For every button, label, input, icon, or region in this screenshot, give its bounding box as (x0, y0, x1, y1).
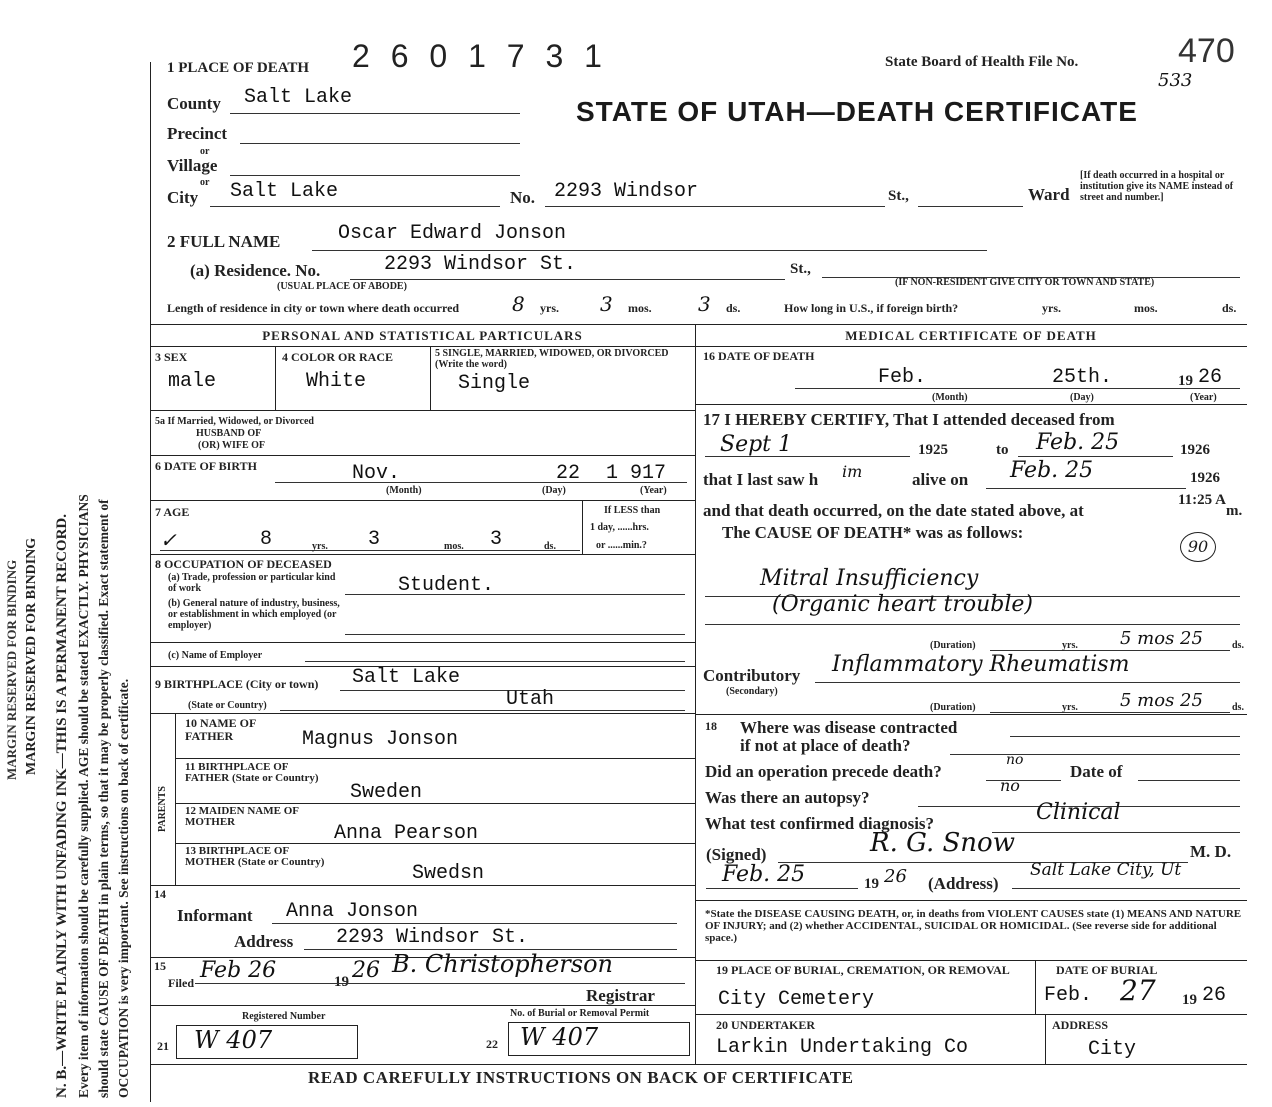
physician-signature: R. G. Snow (870, 828, 1015, 858)
margin-rule (150, 62, 151, 1102)
death-time: 11:25 A (1178, 492, 1226, 508)
mos-label: mos. (1134, 301, 1158, 315)
registered-number-index: 21 (157, 1039, 169, 1053)
certify-text: 17 I HEREBY CERTIFY, That I attended deceased from (703, 410, 1115, 429)
cause-of-death-label: The CAUSE OF DEATH* was as follows: (722, 523, 1024, 542)
occupation-label: 8 OCCUPATION OF DECEASED (155, 557, 332, 571)
ward-note: [If death occurred in a hospital or institution give its NAME instead of street and number.] (1080, 170, 1234, 203)
age-days: 3 (490, 528, 503, 551)
filed-year-prefix: 19 (334, 974, 349, 990)
place-of-death-label: 1 PLACE OF DEATH (167, 60, 310, 76)
burial-year-prefix: 19 (1182, 992, 1197, 1008)
signed-year: 26 (884, 866, 907, 887)
registrar-label: Registrar (586, 986, 655, 1005)
yrs-label: yrs. (1042, 301, 1061, 315)
last-saw-date: Feb. 25 (1010, 458, 1094, 483)
personal-section-title: PERSONAL AND STATISTICAL PARTICULARS (262, 328, 583, 343)
dob-year: 1 917 (606, 462, 667, 485)
binding-margin-text-2: MARGIN RESERVED FOR BINDING (24, 537, 39, 775)
death-year: 26 (1198, 366, 1223, 389)
burial-permit-label: No. of Burial or Removal Permit (510, 1008, 650, 1019)
burial-permit-value: W 407 (520, 1023, 599, 1051)
informant-label: Informant (177, 906, 253, 925)
year-caption: (Year) (640, 485, 667, 496)
father-birthplace-label: 11 BIRTHPLACE OF FATHER (State or Country) (185, 761, 319, 784)
occupation-value: Student. (398, 574, 495, 597)
cause-code-circle: 90 (1180, 532, 1216, 562)
death-month: Feb. (878, 366, 927, 389)
physician-address-value: Salt Lake City, Ut (1030, 860, 1182, 880)
address-caption: (Address) (928, 874, 999, 893)
attend-from-date: Sept 1 (720, 432, 793, 457)
length-residence-label: Length of residence in city or town where death occurred (167, 301, 460, 315)
date-of-death-label: 16 DATE OF DEATH (703, 349, 815, 363)
test-confirmed-value: Clinical (1036, 800, 1121, 825)
mother-birthplace-value: Swedsn (412, 862, 485, 885)
to-label: to (996, 442, 1009, 458)
alive-on-label: alive on (912, 470, 969, 489)
sex-label: 3 SEX (155, 350, 188, 364)
registered-number-value: W 407 (194, 1026, 273, 1054)
contributory-value: Inflammatory Rheumatism (832, 652, 1130, 677)
m-label: m. (1226, 503, 1243, 519)
attend-to-date: Feb. 25 (1036, 430, 1120, 455)
margin-note-line-1: N. B.—WRITE PLAINLY WITH UNFADING INK—THIS IS A PERMANENT RECORD. (54, 514, 70, 1098)
or-label: or (200, 146, 210, 157)
file-number-label: State Board of Health File No. (885, 54, 1079, 70)
filed-date: Feb 26 (200, 958, 277, 983)
ds-label: ds. (1232, 702, 1244, 713)
signed-date: Feb. 25 (722, 862, 806, 887)
operation-value: no (1006, 752, 1024, 768)
year-caption: (Year) (1190, 392, 1217, 403)
city-label: City (167, 188, 199, 207)
date-of-label: Date of (1070, 762, 1123, 781)
burial-date-label: DATE OF BURIAL (1056, 963, 1158, 977)
length-months: 3 (600, 292, 613, 316)
filed-label: Filed (168, 976, 194, 990)
yrs-label: yrs. (540, 301, 559, 315)
sex-value: male (168, 370, 217, 393)
precinct-label: Precinct (167, 124, 228, 143)
st-label: St., (888, 188, 909, 204)
street-number-label: No. (510, 188, 536, 207)
footer-instructions: READ CAREFULLY INSTRUCTIONS ON BACK OF CERTIFICATE (308, 1068, 854, 1087)
age-months: 3 (368, 528, 381, 551)
city-value: Salt Lake (230, 180, 339, 203)
residence-value: 2293 Windsor St. (384, 253, 577, 276)
md-label: M. D. (1190, 842, 1232, 861)
father-birthplace-value: Sweden (350, 781, 423, 804)
birthplace-label: 9 BIRTHPLACE (City or town) (155, 677, 319, 691)
registered-number-label: Registered Number (242, 1011, 326, 1022)
occupation-a-label: (a) Trade, profession or particular kind of work (168, 572, 336, 594)
contributory-label: Contributory (703, 666, 801, 685)
street-number-value: 2293 Windsor (554, 180, 699, 203)
ds-label: ds. (1232, 640, 1244, 651)
ds-label: ds. (544, 541, 556, 552)
center-divider (695, 324, 696, 1064)
occupation-c-label: (c) Name of Employer (168, 650, 263, 661)
medical-section-title: MEDICAL CERTIFICATE OF DEATH (845, 328, 1097, 343)
test-confirmed-label: What test confirmed diagnosis? (705, 814, 935, 833)
burial-place-value: City Cemetery (718, 988, 875, 1011)
yrs-label: yrs. (1062, 640, 1078, 651)
mother-birthplace-label: 13 BIRTHPLACE OF MOTHER (State or Country) (185, 845, 325, 868)
cause-line-1: Mitral Insufficiency (760, 566, 979, 591)
day-hrs-label: 1 day, ......hrs. (590, 522, 649, 533)
mos-label: mos. (444, 541, 464, 552)
filed-year: 26 (352, 958, 380, 983)
dob-day: 22 (556, 462, 581, 485)
binding-margin-text-1: MARGIN RESERVED FOR BINDING (4, 559, 19, 780)
occupation-b-label: (b) General nature of industry, business, or establishment in which employed (or employer) (168, 598, 340, 631)
mother-name-value: Anna Pearson (334, 822, 479, 845)
usual-place-note: (USUAL PLACE OF ABODE) (277, 281, 407, 292)
informant-value: Anna Jonson (286, 900, 419, 923)
death-year-prefix: 19 (1178, 373, 1193, 389)
file-number: 470 (1178, 32, 1235, 70)
yrs-label: yrs. (312, 541, 328, 552)
burial-month: Feb. (1044, 984, 1093, 1007)
day-caption: (Day) (542, 485, 566, 496)
margin-note-line-2: Every item of information should be carefully supplied. AGE should be stated EXACTLY. PHYSICIANS (76, 494, 91, 1098)
month-caption: (Month) (386, 485, 422, 496)
duration-label: (Duration) (930, 702, 976, 713)
or-min-label: or ......min.? (596, 540, 647, 551)
burial-permit-index: 22 (486, 1037, 498, 1051)
cause-duration: 5 mos 25 (1120, 628, 1203, 649)
parents-label: PARENTS (157, 786, 168, 832)
last-saw-pronoun: im (842, 462, 863, 481)
spouse-label-1: 5a If Married, Widowed, or Divorced (155, 416, 314, 427)
secondary-label: (Secondary) (726, 686, 778, 697)
length-days: 3 (698, 292, 711, 316)
undertaker-address-value: City (1088, 1038, 1137, 1061)
death-occurred-text: and that death occurred, on the date stated above, at (703, 501, 1084, 520)
age-years: 8 (260, 528, 273, 551)
informant-address-value: 2293 Windsor St. (336, 926, 529, 949)
stamp-number: 2 6 0 1 7 3 1 (352, 38, 608, 74)
marital-status-value: Single (458, 372, 531, 395)
full-name-value: Oscar Edward Jonson (338, 222, 567, 245)
undertaker-value: Larkin Undertaking Co (716, 1036, 969, 1059)
undertaker-address-label: ADDRESS (1052, 1018, 1109, 1032)
ward-label: Ward (1028, 185, 1070, 204)
main-rule (150, 324, 1247, 325)
age-check: ✓ (160, 528, 177, 552)
signed-label: (Signed) (706, 845, 767, 864)
operation-label: Did an operation precede death? (705, 762, 942, 781)
spouse-label-2: HUSBAND OF (196, 428, 262, 439)
page-title: STATE OF UTAH—DEATH CERTIFICATE (576, 96, 1138, 127)
or-label: or (200, 177, 210, 188)
father-name-label: 10 NAME OF FATHER (185, 716, 256, 743)
burial-place-label: 19 PLACE OF BURIAL, CREMATION, OR REMOVAL (716, 963, 1010, 977)
marital-status-label: 5 SINGLE, MARRIED, WIDOWED, OR DIVORCED (Write the word) (435, 348, 669, 370)
duration-label: (Duration) (930, 640, 976, 651)
race-label: 4 COLOR OR RACE (282, 350, 394, 364)
cause-footnote: *State the DISEASE CAUSING DEATH, or, in deaths from VIOLENT CAUSES state (1) MEANS AND NATURE OF INJURY; and (2) whether ACCIDENTAL, SUICIDAL OR HOMICIDAL. (See reverse side for additional space.) (705, 908, 1242, 944)
autopsy-label: Was there an autopsy? (705, 788, 870, 807)
county-label: County (167, 94, 221, 113)
day-caption: (Day) (1070, 392, 1094, 403)
disease-contracted-label-2: if not at place of death? (740, 736, 911, 755)
race-value: White (306, 370, 367, 393)
attend-to-year: 1926 (1180, 442, 1210, 458)
filed-number: 15 (154, 959, 166, 973)
residence-st-label: St., (790, 261, 811, 277)
residence-label: (a) Residence. No. (190, 261, 321, 280)
cause-line-2: (Organic heart trouble) (772, 592, 1034, 617)
disease-contracted-label-1: Where was disease contracted (740, 718, 958, 737)
age-label: 7 AGE (155, 505, 190, 519)
spouse-label-3: (OR) WIFE OF (198, 440, 266, 451)
burial-day: 27 (1120, 974, 1156, 1007)
ds-label: ds. (1222, 301, 1237, 315)
q18-number: 18 (705, 719, 717, 733)
mother-name-label: 12 MAIDEN NAME OF MOTHER (185, 805, 299, 828)
contributory-duration: 5 mos 25 (1120, 690, 1203, 711)
last-saw-text: that I last saw h (703, 470, 819, 489)
ds-label: ds. (726, 301, 741, 315)
last-saw-year: 1926 (1190, 470, 1220, 486)
state-country-label: (State or Country) (188, 700, 267, 711)
dob-month: Nov. (352, 462, 401, 485)
signed-year-prefix: 19 (864, 876, 879, 892)
length-years: 8 (512, 292, 525, 316)
how-long-us-label: How long in U.S., if foreign birth? (784, 301, 959, 315)
autopsy-value: no (1000, 776, 1020, 795)
attend-from-year: 1925 (918, 442, 948, 458)
informant-number: 14 (154, 887, 166, 901)
birthplace-state: Utah (506, 688, 555, 711)
death-day: 25th. (1052, 366, 1113, 389)
full-name-label: 2 FULL NAME (167, 232, 281, 251)
informant-address-label: Address (234, 932, 294, 951)
registrar-signature: B. Christopherson (392, 950, 613, 978)
margin-note-line-3: should state CAUSE OF DEATH in plain terms, so that it may be properly classified. Exact statement of (96, 499, 111, 1098)
dob-label: 6 DATE OF BIRTH (155, 459, 257, 473)
burial-year: 26 (1202, 984, 1227, 1007)
yrs-label: yrs. (1062, 702, 1078, 713)
month-caption: (Month) (932, 392, 968, 403)
less-than-label: If LESS than (604, 505, 661, 516)
birthplace-city: Salt Lake (352, 666, 461, 689)
county-value: Salt Lake (244, 86, 353, 109)
non-resident-note: (IF NON-RESIDENT GIVE CITY OR TOWN AND STATE) (895, 277, 1155, 288)
father-name-value: Magnus Jonson (302, 728, 459, 751)
undertaker-label: 20 UNDERTAKER (716, 1018, 816, 1032)
mos-label: mos. (628, 301, 652, 315)
file-number-2: 533 (1158, 70, 1193, 91)
margin-note-line-4: OCCUPATION is very important. See instructions on back of certificate. (116, 678, 131, 1098)
village-label: Village (167, 156, 218, 175)
